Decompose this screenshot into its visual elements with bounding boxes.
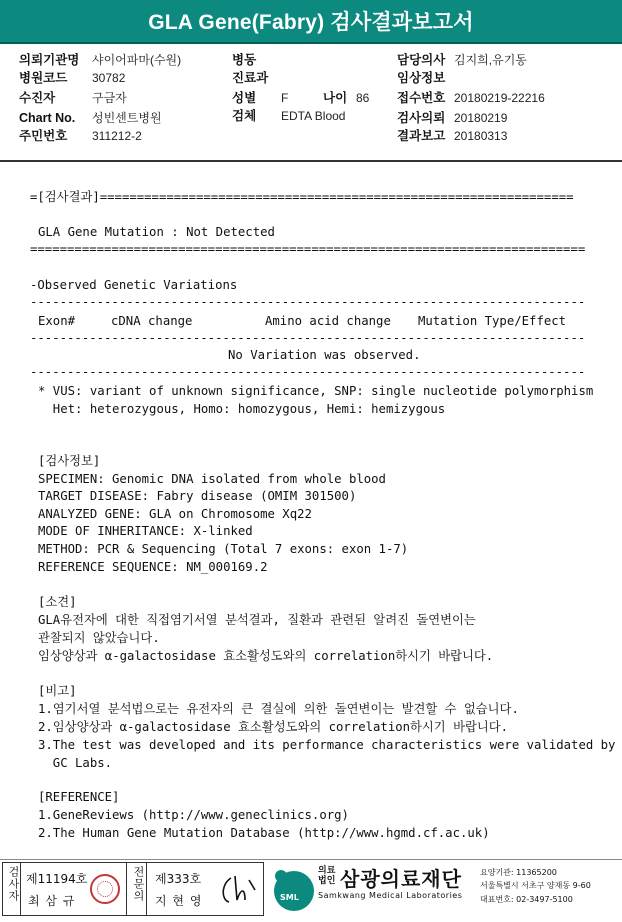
divider — [20, 862, 21, 916]
divider — [146, 862, 147, 916]
divider-dash: --------------------------------------------------------------------------- — [30, 295, 586, 309]
header-value-chart-no: 성빈센트병원 — [92, 111, 162, 125]
specialist-name: 지 현 영 — [155, 894, 203, 908]
header-label-receipt-no: 접수번호 — [397, 91, 446, 105]
header-value-request-date: 20180219 — [454, 111, 508, 125]
column-mutation-type: Mutation Type/Effect — [418, 314, 567, 328]
header-label-request-date: 검사의뢰 — [397, 111, 446, 125]
remarks-header: [비고] — [38, 684, 77, 698]
header-value-doctor: 김지희,유기동 — [454, 53, 527, 67]
header-value-sex: F — [281, 91, 289, 105]
result-header: =[검사결과] — [30, 190, 100, 204]
mutation-result: GLA Gene Mutation : Not Detected — [38, 225, 275, 239]
patient-header — [0, 46, 622, 154]
info-line: ANALYZED GENE: GLA on Chromosome Xq22 — [38, 507, 312, 521]
org-type: 의료 법인 — [318, 866, 336, 886]
remarks-line: 1.염기서열 분석법으로는 유전자의 큰 결실에 의한 돌연변이는 발견할 수 없습니다. — [38, 702, 519, 716]
column-cdna: cDNA change — [111, 314, 193, 328]
opinion-header: [소견] — [38, 595, 77, 609]
remarks-line: 2.임상양상과 α-galactosidase 효소활성도와의 correlation하시기 바랍니다. — [38, 720, 509, 734]
header-label-hospital-code: 병원코드 — [19, 71, 68, 85]
header-value-patient: 구금자 — [92, 91, 127, 105]
org-info-line: 서울특별시 서초구 양재동 9-60 — [480, 881, 591, 890]
info-line: MODE OF INHERITANCE: X-linked — [38, 524, 253, 538]
header-label-department: 진료과 — [232, 71, 269, 85]
divider-dash: --------------------------------------------------------------------------- — [30, 365, 586, 379]
header-label-chart-no: Chart No. — [19, 111, 76, 125]
tester-label: 검사자 — [7, 866, 20, 902]
note-line: Het: heterozygous, Homo: homozygous, Hemi: hemizygous — [38, 402, 446, 416]
opinion-line: 관찰되지 않았습니다. — [38, 631, 160, 645]
opinion-line: 임상양상과 α-galactosidase 효소활성도와의 correlation하시기 바랍니다. — [38, 649, 494, 663]
report-title-bar — [0, 0, 622, 44]
header-value-receipt-no: 20180219-22216 — [454, 91, 545, 105]
divider-dash: --------------------------------------------------------------------------- — [30, 331, 586, 345]
info-line: METHOD: PCR & Sequencing (Total 7 exons: exon 1-7) — [38, 542, 409, 556]
org-info-line: 대표번호: 02-3497-5100 — [480, 895, 573, 904]
header-value-institution: 샤이어파마(수원) — [92, 53, 182, 67]
column-exon: Exon# — [38, 314, 76, 328]
report-title: GLA Gene(Fabry) 검사결과보고서 — [148, 11, 474, 34]
tester-name: 최 삼 규 — [28, 894, 76, 908]
reference-line: 2.The Human Gene Mutation Database (http://www.hgmd.cf.ac.uk) — [38, 826, 490, 840]
org-name: 삼광의료재단 — [340, 867, 462, 891]
org-english-name: Samkwang Medical Laboratories — [318, 891, 463, 900]
info-line: REFERENCE SEQUENCE: NM_000169.2 — [38, 560, 268, 574]
result-header-line: =[검사결과]================================================================ — [30, 190, 574, 204]
divider-double: =========================================================================== — [30, 242, 586, 256]
tester-license-no: 제11194호 — [26, 872, 88, 886]
header-value-age: 86 — [356, 91, 370, 105]
header-value-report-date: 20180313 — [454, 129, 508, 143]
remarks-line: GC Labs. — [38, 756, 113, 770]
column-amino-acid: Amino acid change — [265, 314, 391, 328]
header-label-clinical-info: 임상정보 — [397, 71, 446, 85]
specialist-license-no: 제333호 — [155, 872, 202, 886]
header-label-patient: 수진자 — [19, 91, 56, 105]
header-label-specimen: 검체 — [232, 109, 257, 123]
info-header: [검사정보] — [38, 454, 101, 468]
header-label-sex: 성별 — [232, 91, 257, 105]
specialist-signature — [215, 870, 259, 910]
header-label-institution: 의뢰기관명 — [19, 53, 80, 67]
specialist-label: 전문의 — [132, 866, 145, 902]
info-line: SPECIMEN: Genomic DNA isolated from whole blood — [38, 472, 386, 486]
org-info-line: 요양기관: 11365200 — [480, 868, 557, 877]
report-body — [0, 160, 622, 860]
header-label-resident-no: 주민번호 — [19, 129, 68, 143]
tester-seal — [90, 874, 120, 904]
no-variation-text: No Variation was observed. — [228, 348, 421, 362]
note-line: * VUS: variant of unknown significance, SNP: single nucleotide polymorphism — [38, 384, 594, 398]
header-label-ward: 병동 — [232, 53, 257, 67]
observed-header: -Observed Genetic Variations — [30, 278, 238, 292]
header-label-report-date: 결과보고 — [397, 129, 446, 143]
header-value-hospital-code: 30782 — [92, 71, 126, 85]
reference-header: [REFERENCE] — [38, 790, 120, 804]
header-label-doctor: 담당의사 — [397, 53, 446, 67]
divider — [126, 862, 127, 916]
signature-footer — [0, 860, 622, 922]
reference-line: 1.GeneReviews (http://www.geneclinics.org) — [38, 808, 349, 822]
sml-logo-icon — [270, 866, 316, 912]
header-value-resident-no: 311212-2 — [92, 129, 142, 143]
header-value-specimen: EDTA Blood — [281, 109, 346, 123]
logo-text: SML — [280, 893, 299, 902]
opinion-line: GLA유전자에 대한 직접염기서열 분석결과, 질환과 관련된 알려진 돌연변이는 — [38, 613, 476, 627]
remarks-line: 3.The test was developed and its performance characteristics were validated by — [38, 738, 616, 752]
info-line: TARGET DISEASE: Fabry disease (OMIM 301500) — [38, 489, 357, 503]
header-label-age: 나이 — [323, 91, 348, 105]
